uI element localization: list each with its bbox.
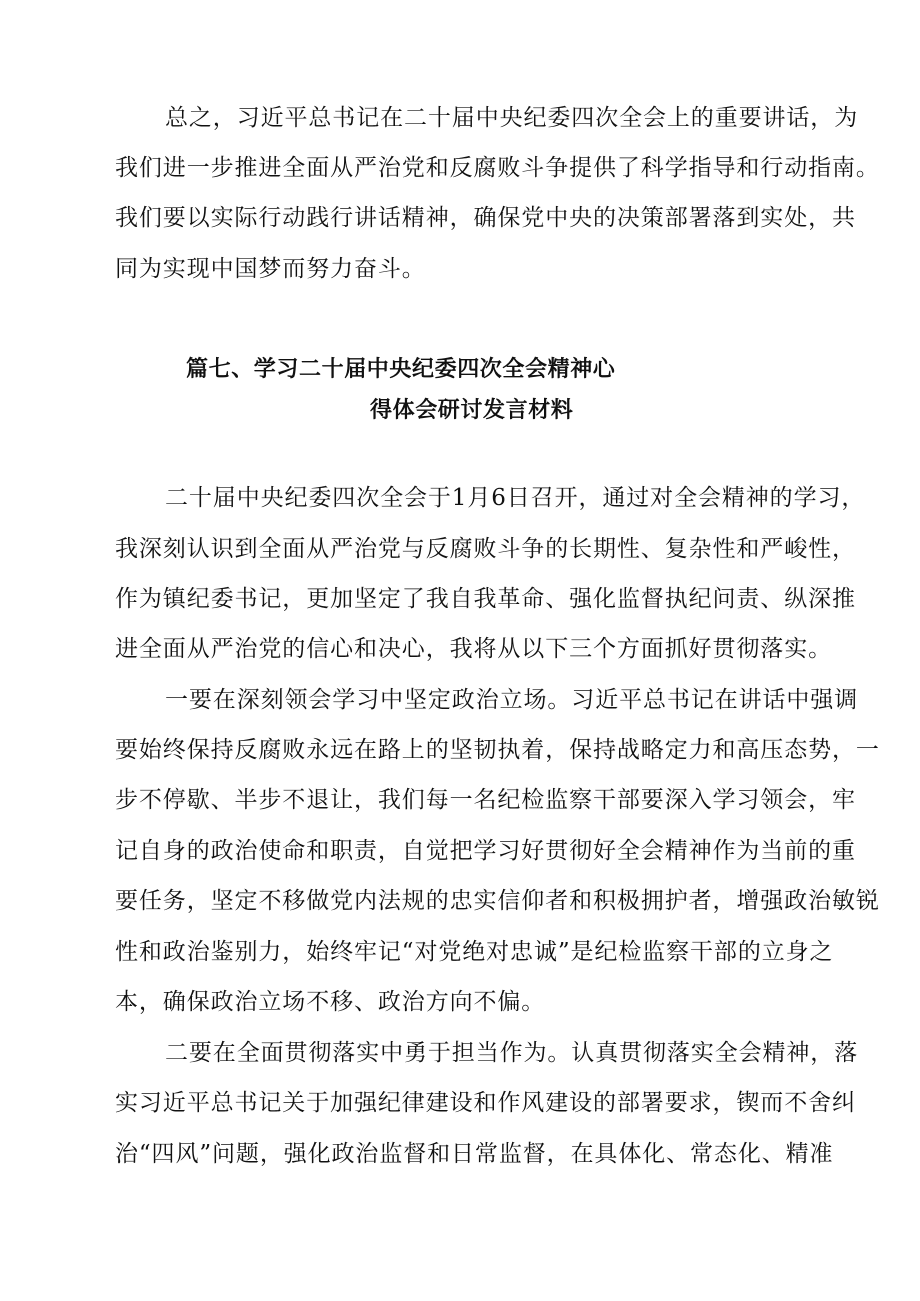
paragraph2-line-2: 要始终保持反腐败永远在路上的坚韧执着，保持战略定力和高压态势，一 [115, 737, 880, 763]
intro-line-4: 同为实现中国梦而努力奋斗。 [115, 256, 426, 282]
paragraph3-line-2: 实习近平总书记关于加强纪律建设和作风建设的部署要求，锲而不舍纠 [115, 1090, 856, 1116]
section-title-line-1: 篇七、学习二十届中央纪委四次全会精神心 [186, 357, 616, 382]
paragraph2-line-6: 性和政治鉴别力，始终牢记“对党绝对忠诚”是纪检监察干部的立身之 [115, 939, 834, 965]
paragraph1-line-4: 进全面从严治党的信心和决心，我将从以下三个方面抓好贯彻落实。 [115, 636, 832, 662]
paragraph1-line-3: 作为镇纪委书记，更加坚定了我自我革命、强化监督执纪问责、纵深推 [115, 586, 856, 612]
paragraph2-line-1: 一要在深刻领会学习中坚定政治立场。习近平总书记在讲话中强调 [165, 687, 859, 713]
intro-line-1: 总之，习近平总书记在二十届中央纪委四次全会上的重要讲话，为 [165, 105, 859, 131]
paragraph2-line-7: 本，确保政治立场不移、政治方向不偏。 [115, 989, 546, 1015]
paragraph2-line-3: 步不停歇、半步不退让，我们每一名纪检监察干部要深入学习领会，牢 [115, 787, 856, 813]
paragraph1-line-2: 我深刻认识到全面从严治党与反腐败斗争的长期性、复杂性和严峻性， [115, 536, 856, 562]
paragraph1-line-1: 二十届中央纪委四次全会于1月6日召开，通过对全会精神的学习， [165, 485, 866, 511]
paragraph3-line-1: 二要在全面贯彻落实中勇于担当作为。认真贯彻落实全会精神，落 [165, 1040, 859, 1066]
paragraph3-line-3: 治“四风”问题，强化政治监督和日常监督，在具体化、常态化、精准 [115, 1141, 834, 1167]
intro-line-3: 我们要以实际行动践行讲话精神，确保党中央的决策部署落到实处，共 [115, 205, 856, 231]
intro-line-2: 我们进一步推进全面从严治党和反腐败斗争提供了科学指导和行动指南。 [115, 155, 880, 181]
paragraph2-line-4: 记自身的政治使命和职责，自觉把学习好贯彻好全会精神作为当前的重 [115, 838, 856, 864]
section-title-line-2: 得体会研讨发言材料 [370, 398, 574, 423]
paragraph2-line-5: 要任务，坚定不移做党内法规的忠实信仰者和积极拥护者，增强政治敏锐 [115, 888, 880, 914]
